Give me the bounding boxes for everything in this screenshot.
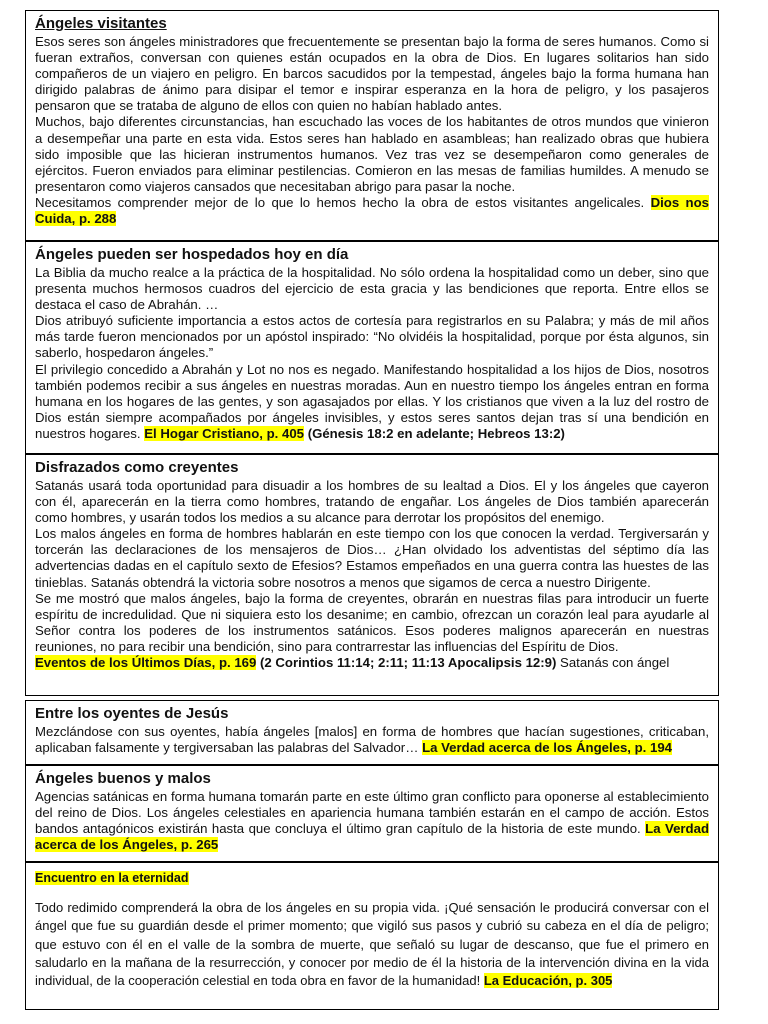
- section-angeles-buenos-malos: [25, 765, 719, 862]
- section-oyentes-jesus: [25, 700, 719, 765]
- paragraph-text: Agencias satánicas en forma humana tomarán parte en este último gran conflicto para oponerse al establecimiento del reino de Dios. Los ángeles celestiales en apariencia humana también estarán en el campo de acción. Estos bandos antagónicos existirán hasta que concluya el último gran capítulo de la historia de este mundo.: [35, 789, 709, 837]
- section-title: Ángeles pueden ser hospedados hoy en día: [35, 246, 349, 263]
- section-title: Disfrazados como creyentes: [35, 459, 239, 476]
- paragraph: [35, 789, 709, 853]
- citation: La Verdad acerca de los Ángeles, p. 265: [35, 821, 709, 853]
- citation: El Hogar Cristiano, p. 405: [144, 425, 305, 441]
- section-disfrazados-creyentes: [25, 454, 719, 696]
- paragraph-text: El privilegio concedido a Abrahán y Lot no nos es negado. Manifestando hospitalidad a los hijos de Dios, nosotros también podemos recibir a sus ángeles en nuestras moradas. Aun en nuestro tiempo los ángeles entran en forma humana en los hogares de las gentes, y son agasajados por ellas. Y los cristianos que viven a la luz del rostro de Dios están siempre acompañados por ángeles invisibles, y estos seres santos dejan tras sí una bendición en nuestros hogares.: [35, 361, 709, 441]
- paragraph: Satanás usará toda oportunidad para disuadir a los hombres de su lealtad a Dios. El y los ángeles que cayeron con él, aparecerán en la tierra como hombres, tratando de engañar. Los ángeles de Dios también aparecerán como hombres, y usarán todos los medios a su alcance para derrotar los propósitos del enemigo.: [35, 478, 709, 526]
- paragraph: [35, 362, 709, 442]
- section-angeles-hospedados: [25, 241, 719, 454]
- paragraph: [35, 195, 709, 227]
- paragraph: [35, 724, 709, 756]
- paragraph: Los malos ángeles en forma de hombres hablarán en este tiempo con los que conocen la verdad. Tergiversarán y torcerán las declaraciones de los mensajeros de Dios… ¿Han olvidado los adventistas del séptimo día las advertencias dadas en el capítulo sexto de Efesios? Estamos empeñados en una guerra contra las huestes de las tinieblas. Satanás obtendrá la victoria sobre nosotros a menos que sigamos de cerca a nuestro Dirigente.: [35, 526, 709, 590]
- paragraph-text: Mezclándose con sus oyentes, había ángeles [malos] en forma de hombres que hacían sugestiones, criticaban, aplicaban falsamente y tergiversaban las palabras del Salvador…: [35, 724, 709, 756]
- section-title: Entre los oyentes de Jesús: [35, 705, 229, 722]
- section-encuentro-eternidad: [25, 862, 719, 1010]
- paragraph: [35, 899, 709, 990]
- bible-reference: (Génesis 18:2 en adelante; Hebreos 13:2): [307, 425, 565, 441]
- paragraph: Dios atribuyó suficiente importancia a estos actos de cortesía para registrarlos en su Palabra; y más de mil años más tarde fueron mencionados por un apóstol inspirado: “No olvidéis la hospitalidad, porque por ésta algunos, sin saberlo, hospedaron ángeles.”: [35, 313, 709, 361]
- paragraph: La Biblia da mucho realce a la práctica de la hospitalidad. No sólo ordena la hospitalidad como un deber, sino que presenta muchos hermosos cuadros del ejercicio de esta gracia y las bendiciones que reporta. Entre ellos se destaca el caso de Abrahán. …: [35, 265, 709, 313]
- paragraph-text: Necesitamos comprender mejor de lo que lo hemos hecho la obra de estos visitantes angelicales.: [35, 194, 645, 210]
- paragraph: Se me mostró que malos ángeles, bajo la forma de creyentes, obrarán en nuestras filas para introducir un fuerte espíritu de incredulidad. Que ni siquiera esto los desanime; en cambio, ofrezcan un corazón leal para ayudarle al Señor contra los poderes de los instrumentos satánicos. Esos poderes malignos aparecerán en nuestras reuniones, no para recibir una bendición, sino para contrarrestar las influencias del Espíritu de Dios.: [35, 590, 709, 654]
- paragraph: [35, 655, 709, 671]
- section-title: Ángeles buenos y malos: [35, 770, 211, 787]
- citation: La Educación, p. 305: [483, 973, 613, 989]
- citation: Eventos de los Últimos Días, p. 169: [35, 655, 257, 671]
- paragraph: Esos seres son ángeles ministradores que frecuentemente se presentan bajo la forma de seres humanos. Como si fueran extraños, conversan con quienes están ocupados en la obra de Dios. En lugares solitarios han sido compañeros de un viajero en peligro. En barcos sacudidos por la tempestad, ángeles bajo la forma humana han dirigido palabras de ánimo para disipar el temor e inspirar esperanza en la hora de peligro, y los pasajeros pensaron que se trataba de alguno de ellos con quien no habían hablado antes.: [35, 34, 709, 114]
- trailing-text: Satanás con ángel: [560, 655, 670, 671]
- section-title: Ángeles visitantes: [35, 15, 167, 32]
- citation: La Verdad acerca de los Ángeles, p. 194: [422, 740, 673, 756]
- section-angeles-visitantes: [25, 10, 719, 241]
- bible-reference: (2 Corintios 11:14; 2:11; 11:13 Apocalipsis 12:9): [260, 655, 557, 671]
- citation: Dios nos Cuida, p. 288: [35, 194, 709, 227]
- paragraph: Muchos, bajo diferentes circunstancias, han escuchado las voces de los habitantes de otros mundos que vinieron a desempeñar una parte en esta vida. Estos seres han hablado en asambleas; han realizado obras que hubiera sido imposible que las hicieran instrumentos humanos. Vez tras vez se desempeñaron como generales de ejércitos. Fueron enviados para eliminar pestilencias. Comieron en las mesas de familias humildes. A menudo se presentaron como viajeros cansados que necesitaban abrigo para pasar la noche.: [35, 114, 709, 194]
- section-title: Encuentro en la eternidad: [35, 871, 189, 885]
- paragraph-text: Todo redimido comprenderá la obra de los ángeles en su propia vida. ¡Qué sensación le producirá conversar con el ángel que fue su guardián desde el primer momento; que vigiló sus pasos y cubrió su cabeza en el día de peligro; que estuvo con él en el valle de la sombra de muerte, que señaló su lugar de descanso, que fue el primero en saludarlo en la mañana de la resurrección, y conocer por medio de él la historia de la intervención divina en la vida individual, de la cooperación celestial en toda obra en favor de la humanidad!: [35, 900, 709, 989]
